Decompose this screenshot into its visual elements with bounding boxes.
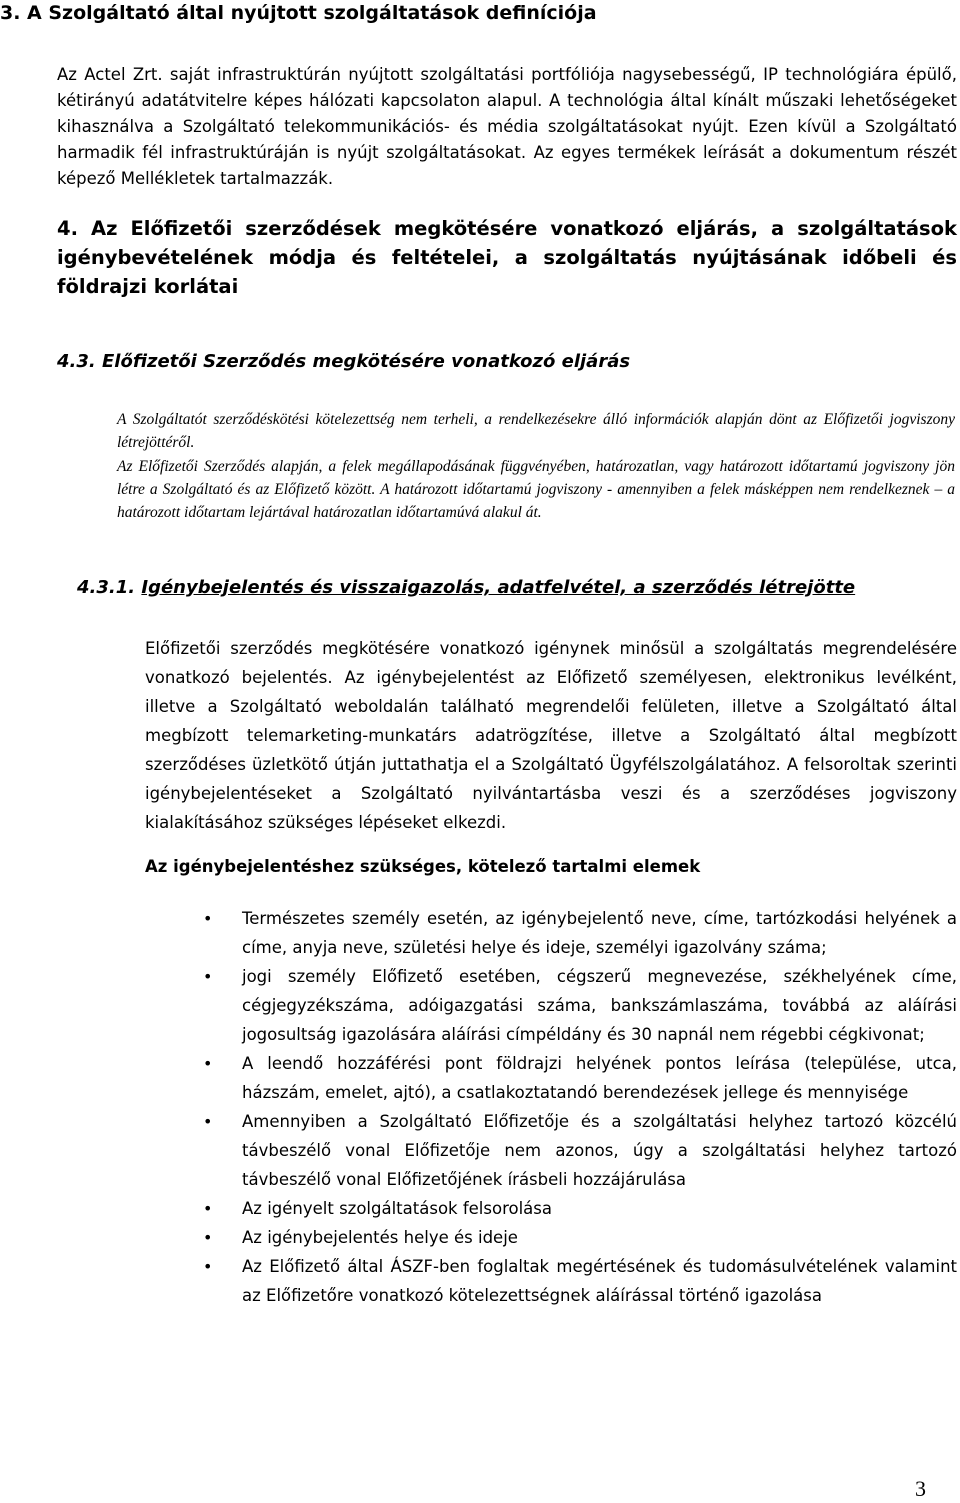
bullet-icon: • — [203, 967, 213, 986]
section-4-3-1-number: 4.3.1. — [77, 577, 136, 598]
page-number: 3 — [915, 1476, 926, 1501]
section-4-heading: 4. Az Előfizetői szerződések megkötésére vonatkozó eljárás, a szolgáltatások igénybevételének módja és feltételei, a szolgáltatás nyújtásának időbeli és földrajzi korlátai — [57, 217, 957, 298]
section-4-3-1-title: Igénybejelentés és visszaigazolás, adatfelvétel, a szerződés létrejötte — [141, 577, 856, 598]
section-4-3-1-heading — [77, 577, 957, 598]
list-item: • A leendő hozzáférési pont földrajzi helyének pontos leírása (települése, utca, házszám, emelet, ajtó), a csatlakoztatandó berendezések jellege és mennyisége — [145, 1049, 957, 1107]
section-4-3-body — [117, 408, 955, 524]
list-item: • Természetes személy esetén, az igénybejelentő neve, címe, tartózkodási helyének a címe, anyja neve, születési helye és ideje, személyi igazolvány száma; — [145, 904, 957, 962]
list-item: • Az igénybejelentés helye és ideje — [145, 1223, 957, 1252]
bullet-icon: • — [203, 1112, 213, 1131]
section-4-3-1-paragraph: Előfizetői szerződés megkötésére vonatkozó igénynek minősül a szolgáltatás megrendelésére vonatkozó bejelentés. Az igénybejelentést az Előfizető személyesen, elektronikus levélként, illetve a Szolgáltató weboldalán található megrendelői felületen, illetve a Szolgáltató által megbízott telemarketing-munkatárs adatrögzítése, illetve a Szolgáltató által megbízott szerződéses üzletkötő útján juttathatja el a Szolgáltató Ügyfélszolgálatához. A felsoroltak szerinti igénybejelentéseket a Szolgáltató nyilvántartásba veszi és a szerződéses jogviszony kialakításához szükséges lépéseket elkezdi. — [145, 639, 957, 832]
list-item: • Az Előfizető által ÁSZF-ben foglaltak megértésének és tudomásulvételének valamint az Előfizetőre vonatkozó kötelezettségnek aláírással történő igazolása — [145, 1252, 957, 1310]
bullet-icon: • — [203, 909, 213, 928]
bullet-icon: • — [203, 1054, 213, 1073]
section-3-heading: 3. A Szolgáltató által nyújtott szolgáltatások definíciója — [0, 2, 597, 24]
list-item: • Az igényelt szolgáltatások felsorolása — [145, 1194, 957, 1223]
section-3-paragraph: Az Actel Zrt. saját infrastruktúrán nyújtott szolgáltatási portfóliója nagysebességű, IP technológiára épülő, kétirányú adatátvitelre képes hálózati kapcsolaton alapul. A technológia által kínált műszaki lehetőségeket kihasználva a Szolgáltató telekommunikációs- és média szolgáltatásokat nyújt. Ezen kívül a Szolgáltató harmadik fél infrastruktúráján is nyújt szolgáltatásokat. Az egyes termékek leírását a dokumentum részét képező Mellékletek tartalmazzák. — [57, 65, 957, 188]
list-item: • jogi személy Előfizető esetében, cégszerű megnevezése, székhelyének címe, cégjegyzékszáma, adóigazgatási száma, bankszámlaszáma, továbbá az aláírási jogosultság igazolására aláírási címpéldány és 30 napnál nem régebbi cégkivonat; — [145, 962, 957, 1049]
required-elements-list — [145, 904, 957, 1310]
section-4-3-heading: 4.3. Előfizetői Szerződés megkötésére vonatkozó eljárás — [57, 351, 631, 372]
section-4-3-paragraph-2: Az Előfizetői Szerződés alapján, a felek megállapodásának függvényében, határozatlan, vagy határozott időtartamú jogviszony jön létre a Szolgáltató és az Előfizető között. A határozott időtartamú jogviszony - amennyiben a felek másképpen nem rendelkeznek – a határozott időtartam lejártával határozatlan időtartamúvá alakul át. — [117, 457, 955, 522]
bullet-icon: • — [203, 1257, 213, 1276]
bullet-icon: • — [203, 1199, 213, 1218]
bullet-icon: • — [203, 1228, 213, 1247]
section-4-3-paragraph-1: A Szolgáltatót szerződéskötési kötelezettség nem terheli, a rendelkezésekre álló információk alapján dönt az Előfizetői jogviszony létrejöttéről. — [117, 411, 955, 452]
required-elements-heading: Az igénybejelentéshez szükséges, kötelező tartalmi elemek — [145, 857, 701, 876]
list-item: • Amennyiben a Szolgáltató Előfizetője és a szolgáltatási helyhez tartozó közcélú távbeszélő vonal Előfizetője nem azonos, úgy a szolgáltatási helyhez tartozó távbeszélő vonal Előfizetőjének írásbeli hozzájárulása — [145, 1107, 957, 1194]
